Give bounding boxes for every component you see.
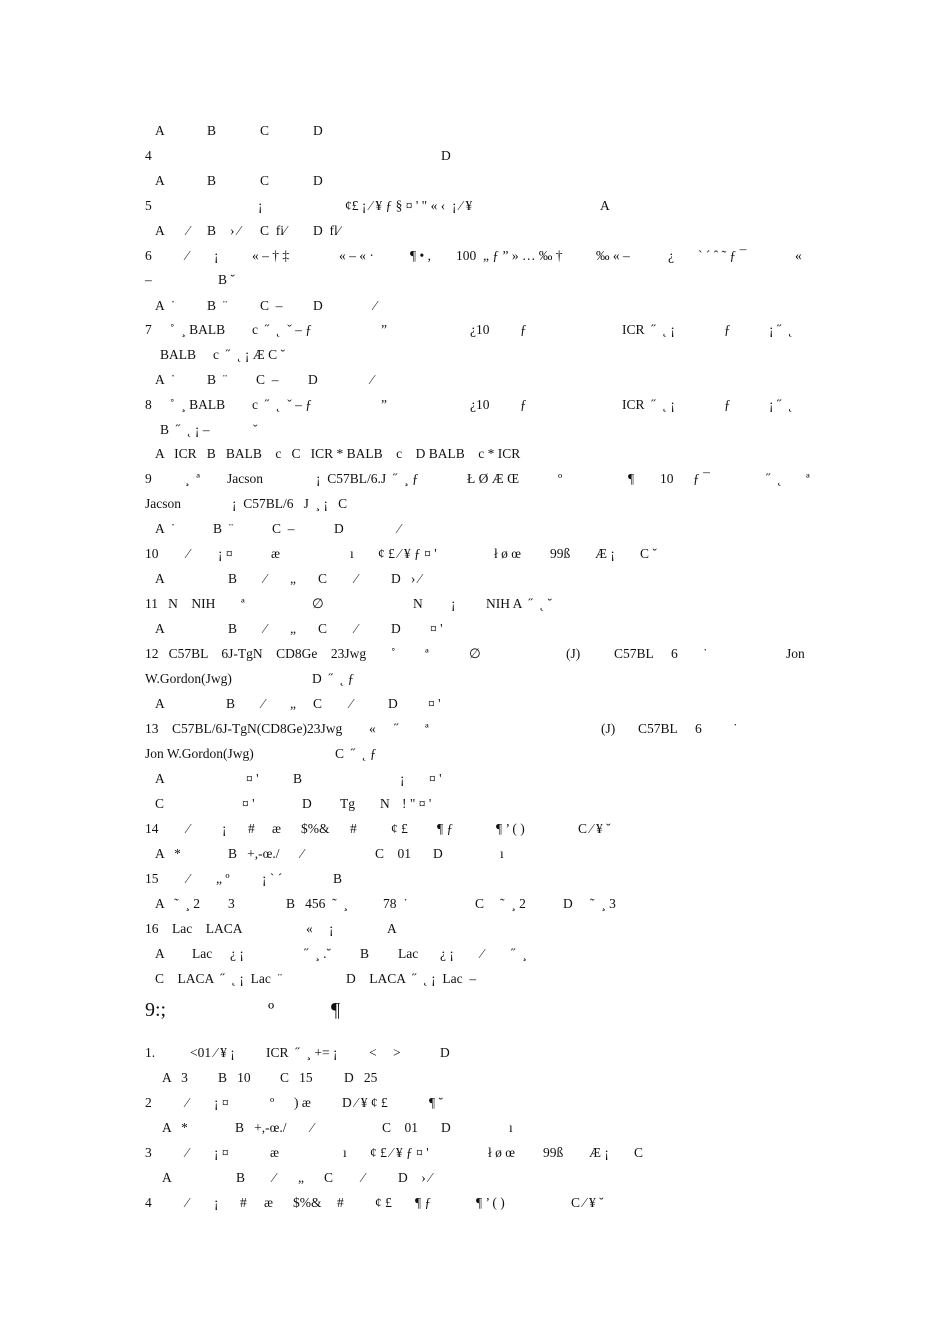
text-segment: ` ´ ˆ ˜ ƒ ¯ — [698, 248, 747, 263]
text-line — [0, 1195, 950, 1219]
text-segment: ⁄ — [264, 571, 267, 586]
text-segment: ⁄ — [311, 1120, 314, 1135]
text-segment: ¡ — [222, 821, 227, 836]
text-segment: 100 „ ƒ ” » … ‰ † — [456, 248, 563, 263]
text-segment: C ⁄ ¥ ˘ — [578, 821, 611, 836]
text-segment: º — [268, 999, 275, 1021]
text-segment: 8 — [145, 397, 152, 412]
text-segment: ¿10 — [470, 322, 490, 337]
text-segment: A ˜ ¸ 2 — [155, 896, 200, 911]
text-segment: 14 — [145, 821, 159, 836]
text-line — [0, 1095, 950, 1119]
text-segment: ı — [509, 1120, 513, 1135]
text-segment: ¸ ª — [185, 471, 200, 486]
text-segment: « – « · — [339, 248, 374, 263]
text-segment: < — [369, 1045, 377, 1060]
text-segment: B ˘ — [218, 272, 235, 287]
text-segment: ¶ ƒ — [437, 821, 454, 836]
text-line — [0, 123, 950, 147]
text-segment: D — [433, 846, 443, 861]
text-segment: A — [155, 696, 165, 711]
text-segment: 78 ˙ — [383, 896, 408, 911]
text-segment: ¤ ' — [246, 771, 259, 786]
text-segment: ¡ C57BL/6 J ¸ ¡ C — [232, 496, 348, 511]
text-segment: C — [318, 571, 328, 586]
text-line — [0, 347, 950, 371]
text-segment: 10 — [660, 471, 674, 486]
text-segment: ¢ £ — [391, 821, 408, 836]
text-segment: ˚ ¸ BALB — [170, 322, 226, 337]
text-segment: C 01 — [382, 1120, 419, 1135]
text-segment: ¶ ’ ( ) — [496, 821, 525, 836]
text-segment: A * — [162, 1120, 188, 1135]
text-segment: 9 — [145, 471, 152, 486]
text-segment: C57BL — [614, 646, 654, 661]
text-segment: ¤ ' — [430, 621, 443, 636]
text-segment: 4 — [145, 148, 152, 163]
text-segment: º — [558, 471, 563, 486]
text-segment: ¿10 — [470, 397, 490, 412]
text-segment: ƒ — [724, 322, 731, 337]
text-segment: C – — [260, 298, 283, 313]
text-segment: B — [333, 871, 343, 886]
text-segment: ˝ ¸ .˘ — [304, 946, 331, 961]
text-segment: 9:; — [145, 999, 167, 1021]
text-segment: A ˙ — [155, 521, 176, 536]
text-segment: ¡ ¤ — [214, 1095, 229, 1110]
text-segment: C fi⁄ — [260, 223, 287, 238]
text-segment: ¡ ¤ — [214, 1145, 229, 1160]
text-segment: ⁄ — [398, 521, 401, 536]
text-segment: Ł Ø Æ Œ — [467, 471, 520, 486]
text-segment: 6 — [145, 248, 152, 263]
text-segment: B — [228, 571, 238, 586]
text-segment: ˜ ¸ 3 — [590, 896, 616, 911]
text-segment: N — [413, 596, 423, 611]
text-segment: ¢£ ¡ ⁄ ¥ ƒ § ¤ ' " « ‹ ¡ ⁄ ¥ — [345, 198, 473, 213]
text-line — [0, 496, 950, 520]
text-segment: ¡ ˝ ˛ — [769, 397, 793, 412]
text-segment: ” — [381, 397, 387, 412]
text-segment: D — [302, 796, 312, 811]
text-segment: D — [441, 1120, 451, 1135]
text-segment: ⁄ — [481, 946, 484, 961]
text-segment: 1. — [145, 1045, 156, 1060]
text-segment: C — [260, 173, 270, 188]
text-segment: A — [155, 771, 165, 786]
text-segment: D ˝ ˛ ƒ — [312, 671, 355, 686]
text-segment: ¶ ƒ — [415, 1195, 432, 1210]
text-segment: D ⁄ ¥ ¢ £ — [342, 1095, 388, 1110]
text-segment: ł ø œ — [488, 1145, 515, 1160]
text-segment: (J) — [566, 646, 581, 661]
text-segment: D — [334, 521, 344, 536]
text-segment: ¶ — [331, 999, 341, 1021]
text-segment: ⁄ — [355, 621, 358, 636]
text-segment: ł ø œ — [494, 546, 521, 561]
text-segment: A — [155, 946, 165, 961]
text-segment: ‰ « – — [596, 248, 630, 263]
text-line — [0, 921, 950, 945]
text-segment: ⁄ — [187, 871, 190, 886]
text-line — [0, 1120, 950, 1144]
text-segment: ICR ˝ ˛ ¡ — [622, 397, 675, 412]
text-segment: Æ ¡ — [595, 546, 615, 561]
text-segment: ¡ — [451, 596, 456, 611]
text-segment: ⁄ — [362, 1170, 365, 1185]
text-segment: Æ ¡ — [589, 1145, 609, 1160]
text-line — [0, 571, 950, 595]
text-segment: ¡ — [214, 248, 219, 263]
text-segment: B — [236, 1170, 246, 1185]
text-segment: B — [207, 173, 217, 188]
text-segment: N — [380, 796, 390, 811]
text-segment: „ — [290, 621, 296, 636]
text-segment: ⁄ — [350, 696, 353, 711]
text-segment: C — [155, 796, 165, 811]
text-segment: ƒ — [520, 322, 527, 337]
text-segment: D — [391, 621, 401, 636]
text-segment: ˙ — [703, 646, 708, 661]
text-segment: « – † ‡ — [252, 248, 290, 263]
text-segment: D LACA ˝ ˛ ¡ Lac – — [346, 971, 477, 986]
text-segment: c ˝ ˛ ˇ – ƒ — [252, 397, 312, 412]
text-segment: ª — [241, 596, 245, 611]
text-segment: ˝ — [394, 721, 399, 736]
text-segment: B — [207, 123, 217, 138]
text-segment: ¶ ’ ( ) — [476, 1195, 505, 1210]
text-segment: « — [306, 921, 313, 936]
text-line — [0, 248, 950, 272]
text-segment: ˇ — [253, 422, 258, 437]
text-segment: æ — [270, 1145, 280, 1160]
text-segment: Jon — [786, 646, 805, 661]
text-segment: C 15 — [280, 1070, 313, 1085]
text-segment: ⁄ — [262, 696, 265, 711]
text-line — [0, 372, 950, 396]
text-segment: 7 — [145, 322, 152, 337]
text-segment: ICR ˝ ˛ ¡ — [622, 322, 675, 337]
text-segment: ª — [806, 471, 810, 486]
text-segment: A — [162, 1170, 172, 1185]
text-segment: ⁄ — [273, 1170, 276, 1185]
text-segment: æ — [271, 546, 281, 561]
text-segment: 6 — [671, 646, 678, 661]
text-segment: $%& — [293, 1195, 322, 1210]
text-line — [0, 896, 950, 920]
text-segment: ¡ C57BL/6.J ˝ ¸ ƒ — [316, 471, 419, 486]
text-segment: C — [634, 1145, 644, 1160]
text-segment: C — [260, 123, 270, 138]
text-line — [0, 946, 950, 970]
text-line — [0, 971, 950, 995]
text-segment: ¡ — [214, 1195, 219, 1210]
text-segment: ƒ — [724, 397, 731, 412]
text-line — [0, 1145, 950, 1169]
text-segment: 11 N NIH — [145, 596, 216, 611]
text-segment: C — [324, 1170, 334, 1185]
text-segment: A ˙ — [155, 372, 176, 387]
text-segment: ) æ — [294, 1095, 311, 1110]
text-segment: # — [248, 821, 255, 836]
text-segment: D 25 — [344, 1070, 378, 1085]
text-segment: B +,-œ./ — [228, 846, 280, 861]
text-segment: C57BL — [638, 721, 678, 736]
text-segment: 15 — [145, 871, 159, 886]
text-segment: „ — [290, 571, 296, 586]
text-segment: B — [207, 223, 217, 238]
text-segment: C – — [272, 521, 295, 536]
text-segment: ! " ¤ ' — [402, 796, 432, 811]
text-segment: ¤ ' — [242, 796, 255, 811]
text-segment: A — [155, 123, 165, 138]
text-segment: ¢ £ ⁄ ¥ ƒ ¤ ' — [370, 1145, 429, 1160]
text-segment: <01 ⁄ ¥ ¡ — [190, 1045, 235, 1060]
text-segment: A — [155, 621, 165, 636]
text-segment: ¡ — [400, 771, 405, 786]
text-line — [0, 1045, 950, 1069]
text-segment: B — [226, 696, 236, 711]
text-segment: æ — [272, 821, 282, 836]
text-line — [0, 198, 950, 222]
text-line — [0, 148, 950, 172]
text-segment: 16 Lac LACA — [145, 921, 243, 936]
text-segment: ˜ ¸ 2 — [500, 896, 526, 911]
text-segment: 3 — [228, 896, 235, 911]
text-line — [0, 322, 950, 346]
text-segment: A — [600, 198, 610, 213]
text-line — [0, 397, 950, 421]
text-line — [0, 746, 950, 770]
text-segment: C LACA ˝ ˛ ¡ Lac ¨ — [155, 971, 283, 986]
text-segment: A — [155, 571, 165, 586]
text-line — [0, 596, 950, 620]
text-segment: Jon W.Gordon(Jwg) — [145, 746, 254, 761]
text-segment: æ — [264, 1195, 274, 1210]
text-segment: D — [313, 173, 323, 188]
text-segment: ı — [500, 846, 504, 861]
text-line — [0, 671, 950, 695]
text-line — [0, 796, 950, 820]
text-segment: ⁄ — [186, 248, 189, 263]
text-segment: # — [337, 1195, 344, 1210]
text-segment: > — [393, 1045, 401, 1060]
text-line — [0, 223, 950, 247]
text-segment: ¡ ¤ — [218, 546, 233, 561]
text-segment: A — [387, 921, 397, 936]
text-segment: ˚ — [391, 646, 396, 661]
text-segment: ˚ ¸ BALB — [170, 397, 226, 412]
text-segment: ª — [425, 721, 429, 736]
text-line — [0, 721, 950, 745]
text-segment: 3 — [145, 1145, 152, 1160]
text-segment: ICR ˝ ¸ += ¡ — [266, 1045, 338, 1060]
text-segment: « — [369, 721, 376, 736]
text-segment: 5 — [145, 198, 152, 213]
text-segment: C ˝ ˛ ƒ — [335, 746, 377, 761]
text-segment: ⁄ — [264, 621, 267, 636]
text-segment: ¢ £ — [375, 1195, 392, 1210]
section-heading — [0, 999, 950, 1023]
text-segment: D — [313, 123, 323, 138]
text-line — [0, 471, 950, 495]
text-segment: ˝ ¸ — [511, 946, 527, 961]
text-line — [0, 871, 950, 895]
text-segment: C 01 — [375, 846, 412, 861]
text-segment: D — [441, 148, 451, 163]
text-segment: 10 — [145, 546, 159, 561]
text-segment: B +,-œ./ — [235, 1120, 287, 1135]
text-segment: ⁄ — [186, 1145, 189, 1160]
text-segment: D fl⁄ — [313, 223, 340, 238]
text-segment: ƒ ¯ — [693, 471, 710, 486]
text-segment: 99ß — [550, 546, 571, 561]
text-segment: (J) — [601, 721, 616, 736]
text-segment: º — [270, 1095, 275, 1110]
text-segment: NIH A ˝ ˛ ˘ — [486, 596, 552, 611]
text-segment: C ⁄ ¥ ˘ — [571, 1195, 604, 1210]
text-segment: $%& — [301, 821, 330, 836]
text-segment: ¿ — [668, 248, 674, 263]
text-line — [0, 1070, 950, 1094]
text-segment: ¡ ` ´ — [262, 871, 283, 886]
text-segment: ∅ — [469, 646, 481, 661]
text-segment: ⁄ — [186, 1095, 189, 1110]
text-segment: B 456 ˜ ¸ — [286, 896, 348, 911]
text-segment: B — [228, 621, 238, 636]
text-segment: ˝ ˛ — [766, 471, 782, 486]
text-segment: ” — [381, 322, 387, 337]
text-segment: Lac — [192, 946, 213, 961]
text-segment: – — [145, 272, 152, 287]
text-line — [0, 1170, 950, 1194]
text-line — [0, 846, 950, 870]
text-line — [0, 771, 950, 795]
text-segment: ⁄ — [187, 546, 190, 561]
text-segment: B — [293, 771, 303, 786]
text-segment: ı — [343, 1145, 347, 1160]
text-segment: 12 C57BL 6J-TgN CD8Ge 23Jwg — [145, 646, 367, 661]
text-line — [0, 173, 950, 197]
text-segment: Lac — [398, 946, 419, 961]
text-segment: A ˙ — [155, 298, 176, 313]
text-segment: 6 — [695, 721, 702, 736]
text-segment: D — [388, 696, 398, 711]
text-segment: C – — [256, 372, 279, 387]
text-segment: B 10 — [218, 1070, 251, 1085]
text-segment: ¢ £ ⁄ ¥ ƒ ¤ ' — [378, 546, 437, 561]
text-segment: ı — [350, 546, 354, 561]
text-segment: c ˝ ˛ ˇ – ƒ — [252, 322, 312, 337]
text-line — [0, 521, 950, 545]
text-segment: ¤ ' — [428, 696, 441, 711]
text-segment: BALB — [160, 347, 197, 362]
text-segment: ¶ — [628, 471, 635, 486]
text-line — [0, 621, 950, 645]
text-segment: A ICR B BALB c C ICR * BALB c D BALB c * ICR — [155, 446, 521, 461]
text-segment: « — [795, 248, 802, 263]
text-segment: ⁄ — [187, 223, 190, 238]
text-segment: ¿ ¡ — [440, 946, 454, 961]
text-segment: › ⁄ — [230, 223, 241, 238]
text-segment: A * — [155, 846, 181, 861]
text-segment: ⁄ — [374, 298, 377, 313]
text-segment: C — [475, 896, 485, 911]
text-segment: ¡ — [258, 198, 263, 213]
text-segment: ¶ ˘ — [429, 1095, 443, 1110]
text-segment: D — [563, 896, 573, 911]
text-segment: ƒ — [520, 397, 527, 412]
text-segment: Jacson — [227, 471, 263, 486]
text-segment: „ — [298, 1170, 304, 1185]
text-line — [0, 546, 950, 570]
text-line — [0, 422, 950, 446]
text-segment: D — [440, 1045, 450, 1060]
text-segment: ¿ ¡ — [230, 946, 244, 961]
text-segment: # — [240, 1195, 247, 1210]
text-line — [0, 821, 950, 845]
text-line — [0, 696, 950, 720]
text-segment: ¤ ' — [429, 771, 442, 786]
text-segment: C ˘ — [640, 546, 657, 561]
text-segment: C — [313, 696, 323, 711]
text-segment: ¶ • , — [410, 248, 431, 263]
text-segment: A — [155, 223, 165, 238]
text-segment: „ — [290, 696, 296, 711]
text-segment: C — [318, 621, 328, 636]
text-segment: ⁄ — [186, 1195, 189, 1210]
text-segment: D — [313, 298, 323, 313]
text-segment: D › ⁄ — [391, 571, 421, 586]
text-line — [0, 298, 950, 322]
text-segment: „ º — [216, 871, 230, 886]
text-segment: B — [360, 946, 370, 961]
text-segment: 13 C57BL/6J-TgN(CD8Ge)23Jwg — [145, 721, 343, 736]
text-segment: B ¨ — [207, 298, 228, 313]
text-segment: D — [308, 372, 318, 387]
text-line — [0, 446, 950, 470]
text-segment: Tg — [340, 796, 355, 811]
text-segment: ˙ — [733, 721, 738, 736]
text-segment: A 3 — [162, 1070, 188, 1085]
text-segment: ¡ — [329, 921, 334, 936]
text-segment: 2 — [145, 1095, 152, 1110]
text-segment: ⁄ — [301, 846, 304, 861]
text-segment: ∅ — [312, 596, 324, 611]
text-segment: Jacson — [145, 496, 181, 511]
text-segment: c ˝ ˛ ¡ Æ C ˘ — [213, 347, 285, 362]
text-segment: # — [350, 821, 357, 836]
text-segment: ⁄ — [187, 821, 190, 836]
text-segment: ⁄ — [355, 571, 358, 586]
text-segment: ⁄ — [371, 372, 374, 387]
text-line — [0, 646, 950, 670]
text-segment: B ˝ ˛ ¡ – — [160, 422, 210, 437]
text-segment: W.Gordon(Jwg) — [145, 671, 232, 686]
text-segment: ª — [425, 646, 429, 661]
text-segment: A — [155, 173, 165, 188]
text-segment: D › ⁄ — [398, 1170, 432, 1185]
text-segment: B ¨ — [213, 521, 234, 536]
text-line — [0, 272, 950, 296]
text-segment: 99ß — [543, 1145, 564, 1160]
text-segment: B ¨ — [207, 372, 228, 387]
text-segment: 4 — [145, 1195, 152, 1210]
text-segment: ¡ ˝ ˛ — [769, 322, 793, 337]
